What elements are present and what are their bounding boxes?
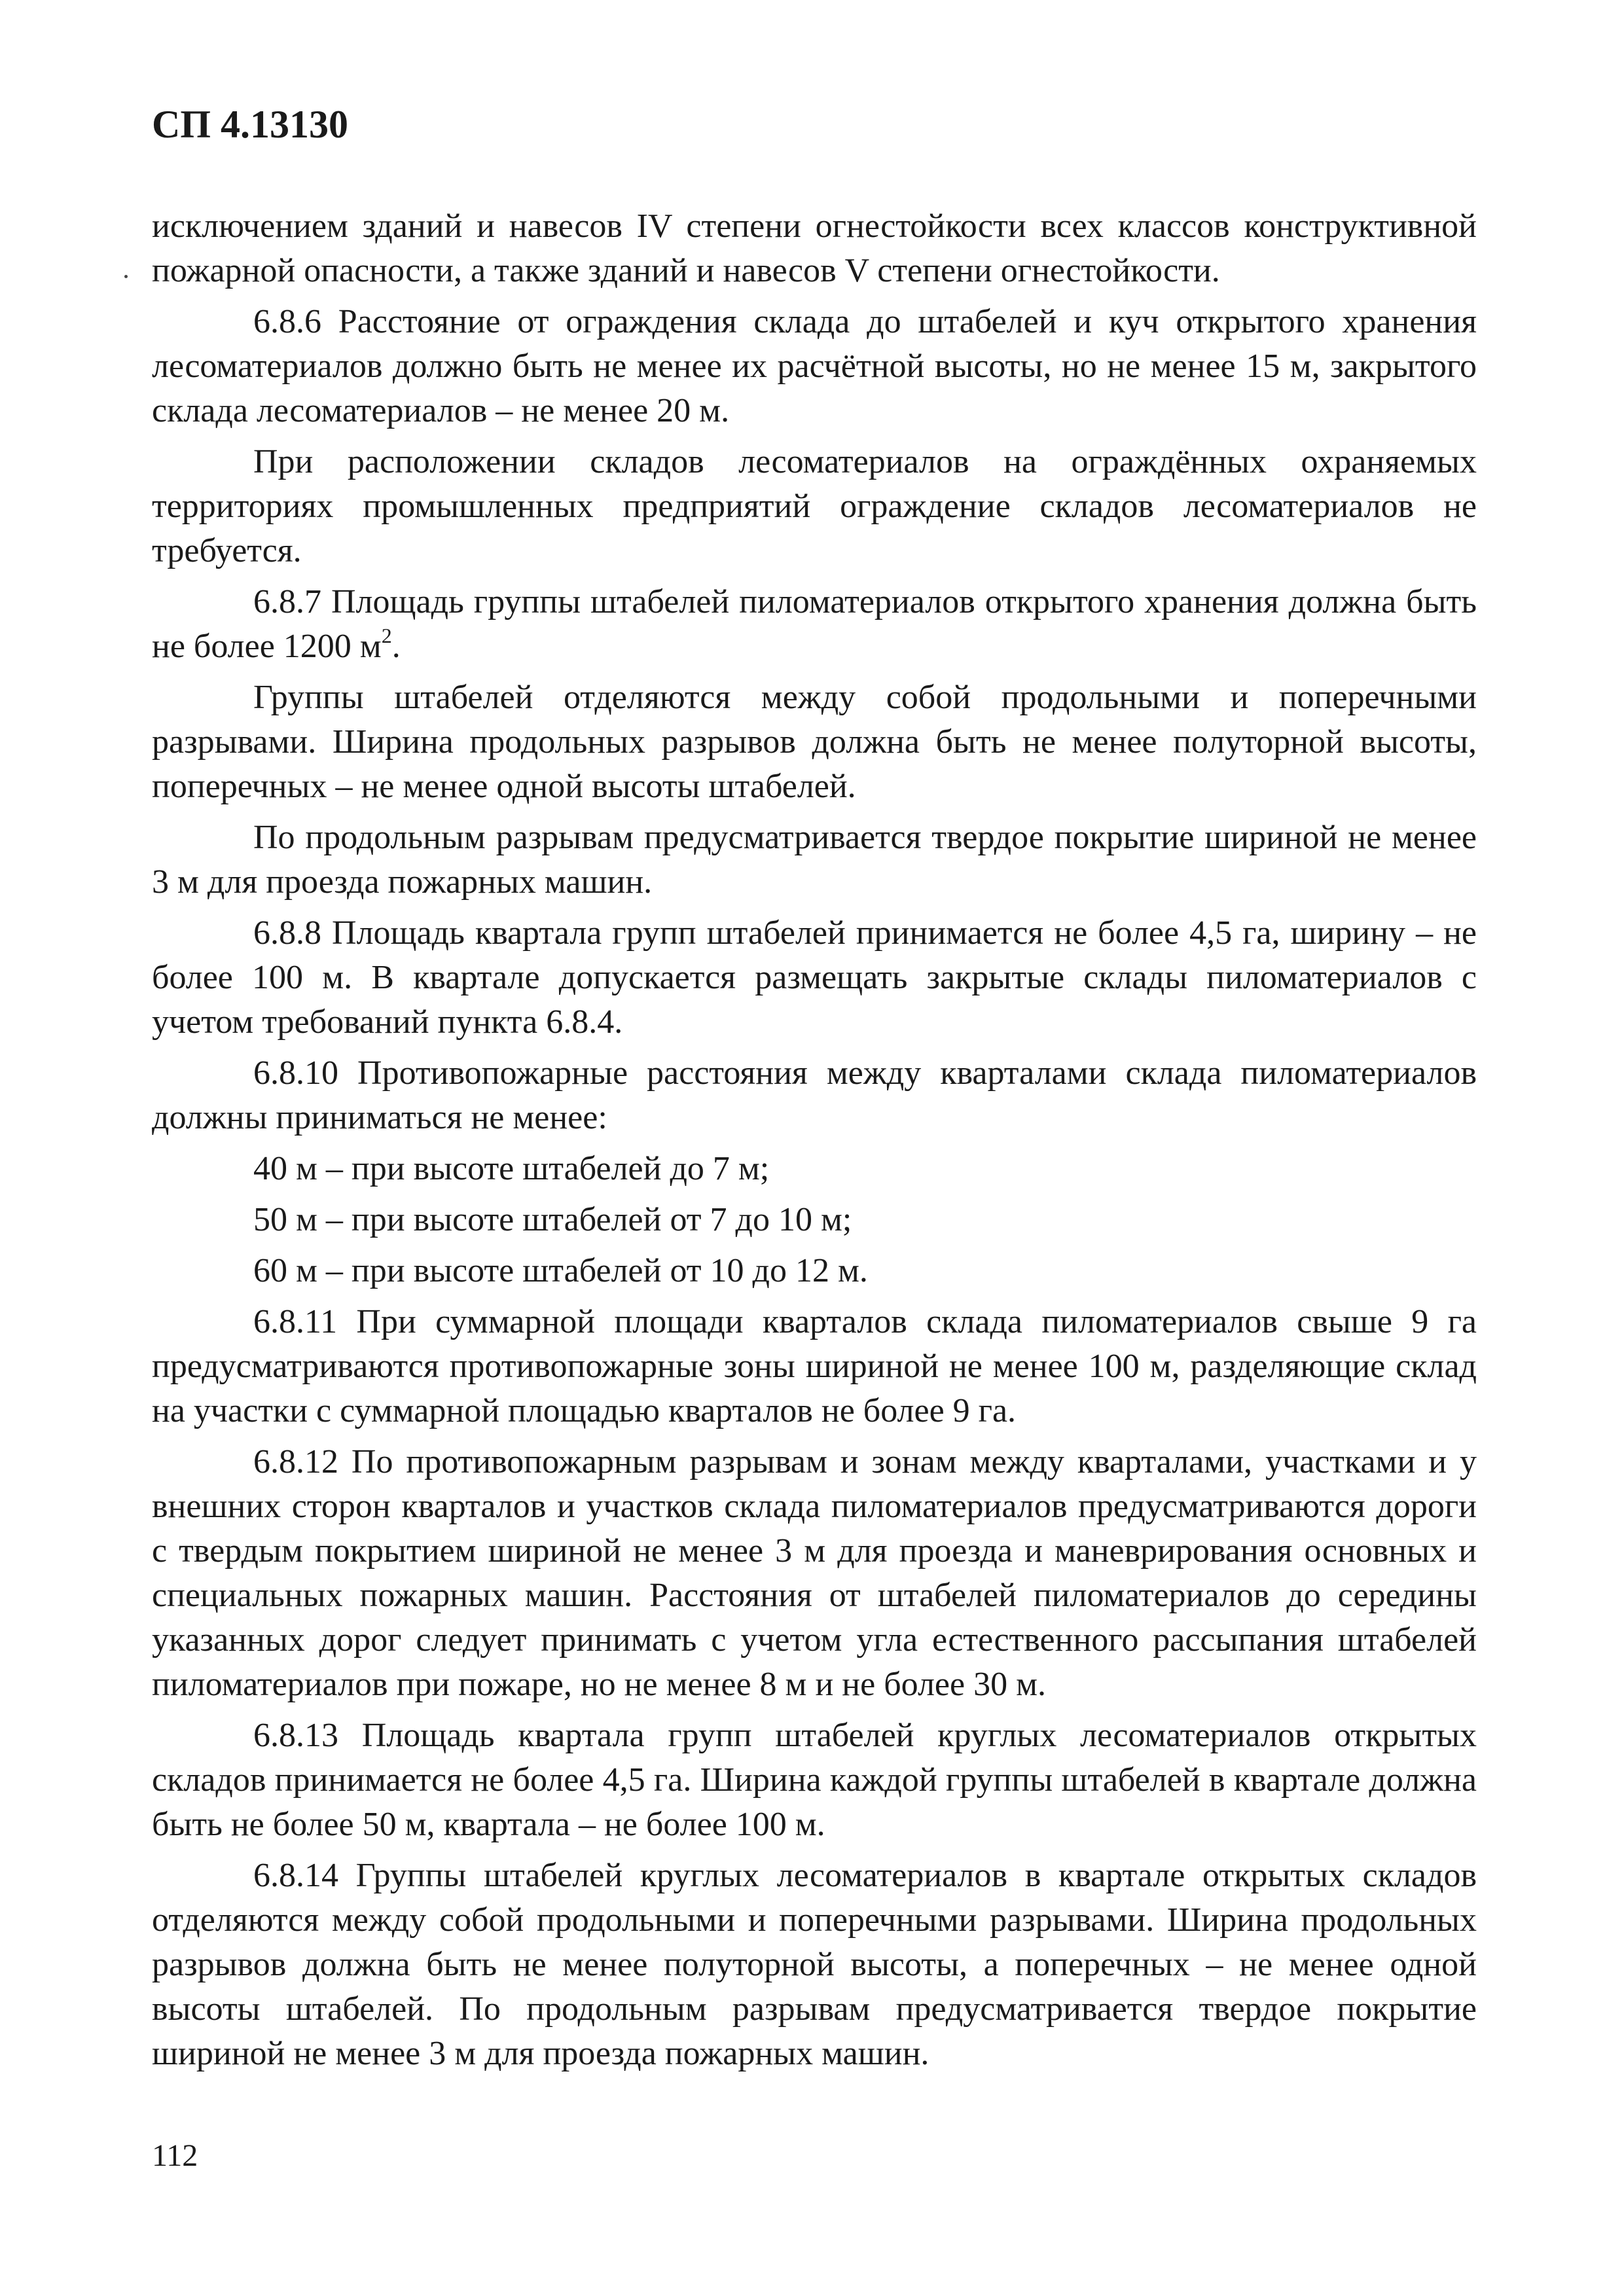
list-item-60m: 60 м – при высоте штабелей от 10 до 12 м. (253, 1252, 868, 1289)
paragraph-6-8-12: 6.8.12 По противопожарным разрывам и зонам между кварталами, участками и у внешних сторон кварталов и участков склада пиломатериалов предусматриваются дороги с твердым покрытием шириной не менее 3 м для проезда и маневрирования основных и специальных пожарных машин. Расстояния от штабелей пиломатериалов до середины указанных дорог следует принимать с учетом угла естественного рассыпания штабелей пиломатериалов при пожаре, но не менее 8 м и не более 30 м. (152, 1443, 1477, 1703)
page-number: 112 (152, 2138, 198, 2173)
paragraph-hard-surface: По продольным разрывам предусматривается твердое покрытие шириной не менее 3 м для проезда пожарных машин. (152, 819, 1477, 901)
paragraph-6-8-11: 6.8.11 При суммарной площади кварталов склада пиломатериалов свыше 9 га предусматриваются противопожарные зоны шириной не менее 100 м, разделяющие склад на участки с суммарной площадью кварталов не более 9 га. (152, 1303, 1477, 1429)
list-item-40m: 40 м – при высоте штабелей до 7 м; (253, 1150, 770, 1187)
list-item-50m: 50 м – при высоте штабелей от 7 до 10 м; (253, 1201, 852, 1238)
paragraph-6-8-6: 6.8.6 Расстояние от ограждения склада до штабелей и куч открытого хранения лесоматериалов должно быть не менее их расчётной высоты, но не менее 15 м, закрытого склада лесоматериалов – не менее 20 м. (152, 303, 1477, 429)
document-code-header: СП 4.13130 (152, 103, 348, 146)
paragraph-6-8-7-text: 6.8.7 Площадь группы штабелей пиломатериалов открытого хранения должна быть не более 1200 м (152, 583, 1477, 665)
paragraph-6-8-7-end: . (391, 628, 401, 665)
paragraph-6-8-14: 6.8.14 Группы штабелей круглых лесоматериалов в квартале открытых складов отделяются между собой продольными и поперечными разрывами. Ширина продольных разрывов должна быть не менее полуторной высоты, а поперечных – не менее одной высоты штабелей. По продольным разрывам предусматривается твердое покрытие шириной не менее 3 м для проезда пожарных машин. (152, 1857, 1477, 2072)
paragraph-continuation: исключением зданий и навесов IV степени огнестойкости всех классов конструктивной пожарной опасности, а также зданий и навесов V степени огнестойкости. (152, 207, 1477, 289)
superscript-2: 2 (381, 623, 392, 647)
paragraph-6-8-8: 6.8.8 Площадь квартала групп штабелей принимается не более 4,5 га, ширину – не более 100 м. В квартале допускается размещать закрытые склады пиломатериалов с учетом требований пункта 6.8.4. (152, 914, 1477, 1041)
paragraph-6-8-7 (152, 580, 1477, 669)
scan-mark (124, 275, 128, 278)
paragraph-fenced-territories: При расположении складов лесоматериалов на ограждённых охраняемых территориях промышленных предприятий ограждение складов лесоматериалов не требуется. (152, 443, 1477, 569)
document-body (152, 204, 1477, 2076)
paragraph-6-8-10: 6.8.10 Противопожарные расстояния между кварталами склада пиломатериалов должны приниматься не менее: (152, 1054, 1477, 1136)
paragraph-stack-groups: Группы штабелей отделяются между собой продольными и поперечными разрывами. Ширина продольных разрывов должна быть не менее полуторной высоты, поперечных – не менее одной высоты штабелей. (152, 679, 1477, 805)
paragraph-6-8-13: 6.8.13 Площадь квартала групп штабелей круглых лесоматериалов открытых складов принимается не более 4,5 га. Ширина каждой группы штабелей в квартале должна быть не более 50 м, квартала – не более 100 м. (152, 1717, 1477, 1843)
